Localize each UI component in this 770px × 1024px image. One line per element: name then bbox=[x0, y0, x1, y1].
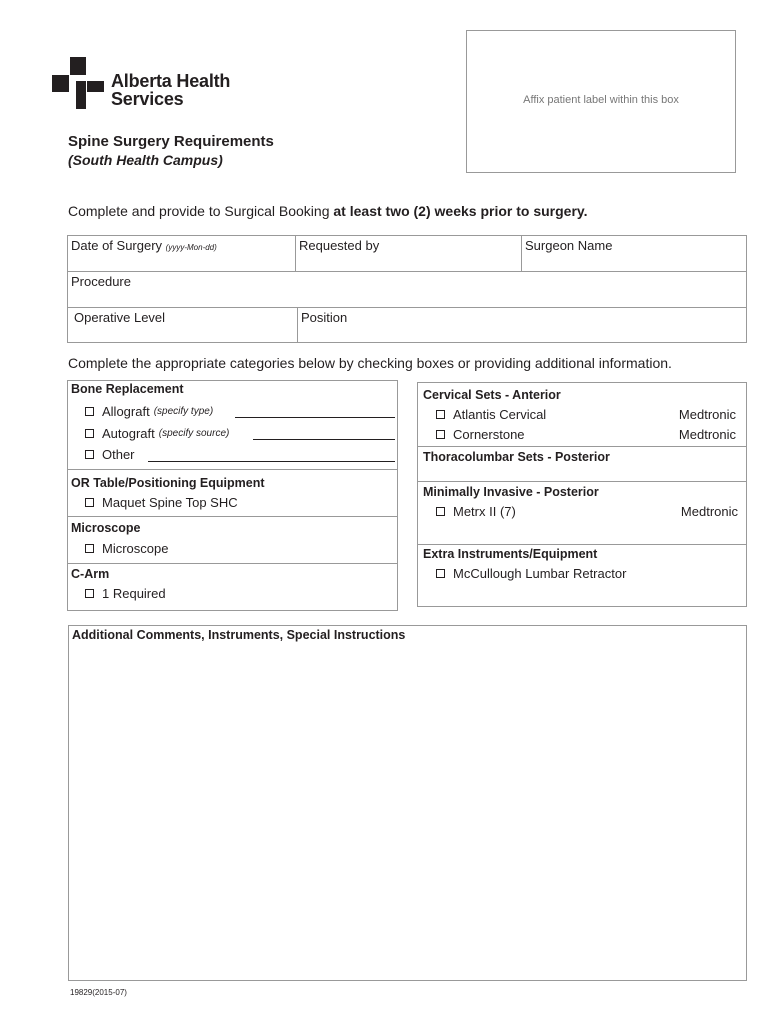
operative-level-label: Operative Level bbox=[74, 310, 166, 325]
cornerstone-checkbox[interactable] bbox=[436, 430, 445, 439]
atlantis-vendor: Medtronic bbox=[678, 407, 736, 422]
extra-instruments-header: Extra Instruments/Equipment bbox=[423, 547, 598, 561]
maquet-checkbox[interactable] bbox=[85, 498, 94, 507]
date-format-hint: (yyyy-Mon-dd) bbox=[165, 243, 217, 252]
allograft-note: (specify type) bbox=[153, 406, 214, 417]
other-label: Other bbox=[102, 447, 135, 462]
metrx-vendor: Medtronic bbox=[680, 504, 738, 519]
autograft-label: Autograft bbox=[102, 426, 155, 441]
instruction-booking bbox=[68, 203, 588, 219]
autograft-checkbox[interactable] bbox=[85, 429, 94, 438]
c-arm-option[interactable] bbox=[85, 586, 166, 601]
page-subtitle: (South Health Campus) bbox=[68, 152, 223, 168]
operative-level-field[interactable] bbox=[74, 310, 165, 325]
metrx-checkbox[interactable] bbox=[436, 507, 445, 516]
microscope-option[interactable] bbox=[85, 541, 168, 556]
procedure-label: Procedure bbox=[71, 274, 131, 289]
surgeon-name-label: Surgeon Name bbox=[525, 238, 613, 253]
metrx-option[interactable] bbox=[436, 504, 516, 519]
cornerstone-vendor: Medtronic bbox=[678, 427, 736, 442]
logo-line2: Services bbox=[111, 89, 184, 109]
date-of-surgery-label: Date of Surgery bbox=[71, 238, 163, 253]
mccullough-option[interactable] bbox=[436, 566, 626, 581]
minimally-invasive-header: Minimally Invasive - Posterior bbox=[423, 485, 599, 499]
autograft-entry-line[interactable] bbox=[253, 439, 395, 440]
cornerstone-option[interactable] bbox=[436, 427, 525, 442]
logo-text bbox=[111, 72, 230, 108]
surgeon-name-field[interactable] bbox=[525, 238, 612, 253]
atlantis-option[interactable] bbox=[436, 407, 546, 422]
allograft-option[interactable] bbox=[85, 404, 213, 419]
maquet-label: Maquet Spine Top SHC bbox=[102, 495, 238, 510]
position-field[interactable] bbox=[301, 310, 347, 325]
microscope-label: Microscope bbox=[102, 541, 169, 556]
cornerstone-label: Cornerstone bbox=[453, 427, 525, 442]
autograft-option[interactable] bbox=[85, 426, 229, 441]
thoracolumbar-header: Thoracolumbar Sets - Posterior bbox=[423, 450, 610, 464]
mccullough-checkbox[interactable] bbox=[436, 569, 445, 578]
c-arm-checkbox[interactable] bbox=[85, 589, 94, 598]
logo-line1: Alberta Health bbox=[111, 71, 231, 91]
other-checkbox[interactable] bbox=[85, 450, 94, 459]
right-categories-box bbox=[417, 382, 747, 607]
other-entry-line[interactable] bbox=[148, 461, 395, 462]
atlantis-checkbox[interactable] bbox=[436, 410, 445, 419]
date-of-surgery-field[interactable] bbox=[71, 238, 217, 253]
allograft-entry-line[interactable] bbox=[235, 417, 395, 418]
microscope-checkbox[interactable] bbox=[85, 544, 94, 553]
instruction-categories: Complete the appropriate categories below by checking boxes or providing additional information. bbox=[68, 355, 672, 371]
mccullough-label: McCullough Lumbar Retractor bbox=[453, 566, 627, 581]
or-table-header: OR Table/Positioning Equipment bbox=[71, 476, 265, 490]
patient-label-text: Affix patient label within this box bbox=[523, 94, 679, 106]
left-categories-box bbox=[67, 380, 398, 611]
allograft-checkbox[interactable] bbox=[85, 407, 94, 416]
patient-label-box bbox=[466, 30, 736, 173]
instruction-booking-bold: at least two (2) weeks prior to surgery. bbox=[333, 203, 588, 219]
c-arm-label: 1 Required bbox=[102, 586, 166, 601]
autograft-note: (specify source) bbox=[158, 428, 230, 439]
c-arm-header: C-Arm bbox=[71, 567, 110, 581]
position-label: Position bbox=[301, 310, 348, 325]
page-title: Spine Surgery Requirements bbox=[68, 133, 274, 150]
cervical-header: Cervical Sets - Anterior bbox=[423, 388, 561, 402]
comments-box[interactable] bbox=[68, 625, 747, 981]
ahs-logo-icon bbox=[52, 57, 104, 109]
procedure-field[interactable] bbox=[71, 274, 131, 289]
comments-header: Additional Comments, Instruments, Special Instructions bbox=[72, 628, 406, 642]
form-number: 19829(2015-07) bbox=[70, 988, 127, 997]
metrx-label: Metrx II (7) bbox=[453, 504, 516, 519]
requested-by-label: Requested by bbox=[299, 238, 380, 253]
surgery-details-grid bbox=[67, 235, 747, 343]
maquet-option[interactable] bbox=[85, 495, 238, 510]
bone-replacement-header: Bone Replacement bbox=[71, 382, 184, 396]
requested-by-field[interactable] bbox=[299, 238, 379, 253]
atlantis-label: Atlantis Cervical bbox=[453, 407, 547, 422]
allograft-label: Allograft bbox=[102, 404, 150, 419]
other-option[interactable] bbox=[85, 447, 135, 462]
instruction-booking-normal: Complete and provide to Surgical Booking bbox=[68, 203, 334, 219]
microscope-header: Microscope bbox=[71, 521, 141, 535]
